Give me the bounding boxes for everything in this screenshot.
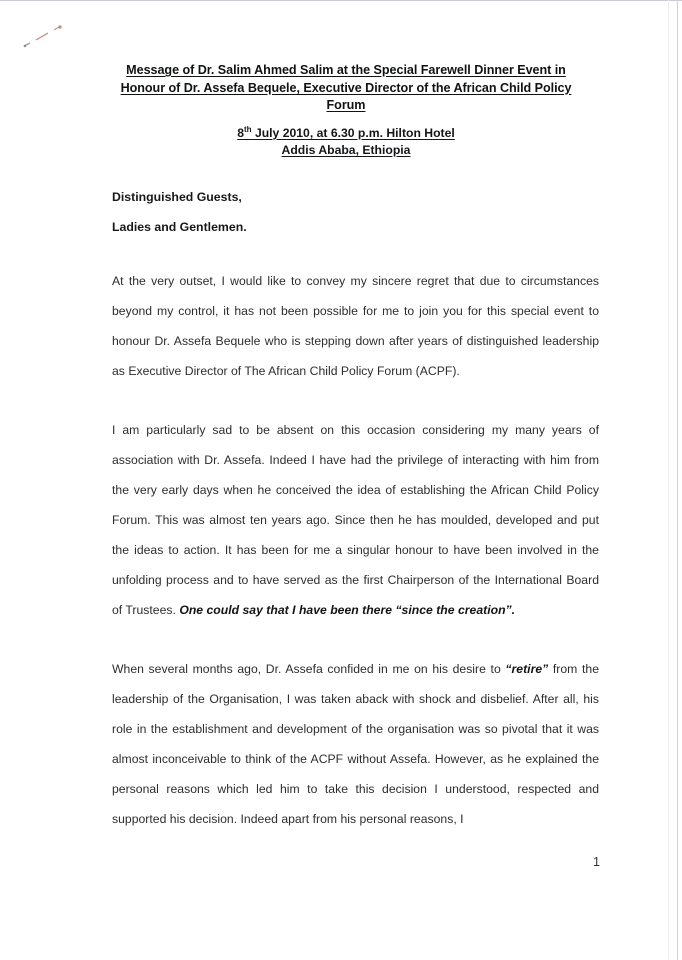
page-right-edge-rule bbox=[677, 0, 678, 960]
paragraph-2-run-2: One could say that I have been there “since the creation”. bbox=[179, 603, 516, 617]
salutation-block bbox=[112, 182, 599, 242]
event-location-line bbox=[96, 142, 596, 159]
salutation-line-guests: Distinguished Guests, bbox=[112, 190, 242, 204]
paragraph-3-run-3: from the leadership of the Organisation, I was taken aback with shock and disbelief. After all, his role in the establishment and development of the organisation was so pivotal that it was almost inconceivable to think of the ACPF without Assefa. However, as he explained the personal reasons which led him to take this decision I understood, respected and supported his decision. Indeed apart from his personal reasons, I bbox=[112, 662, 599, 826]
event-date-day: 8 bbox=[237, 126, 244, 140]
paragraph-3-run-2: “retire” bbox=[505, 662, 549, 676]
paragraph-1 bbox=[112, 266, 599, 386]
paragraph-3 bbox=[112, 654, 599, 834]
page-top-edge-rule bbox=[0, 0, 682, 1]
event-date-line bbox=[96, 125, 596, 142]
scan-artifact-mark bbox=[18, 22, 76, 52]
paragraph-2 bbox=[112, 415, 599, 625]
page-number: 1 bbox=[593, 855, 600, 869]
paragraph-2-run-1: I am particularly sad to be absent on this occasion considering my many years of association with Dr. Assefa. Indeed I have had the privilege of interacting with him from the very early days when he conceived the idea of establishing the African Child Policy Forum. This was almost ten years ago. Since then he has moulded, developed and put the ideas to action. It has been for me a singular honour to have been involved in the unfolding process and to have served as the first Chairperson of the International Board of Trustees. bbox=[112, 423, 599, 617]
page-right-soft-edge bbox=[668, 0, 669, 960]
document-title-line-3: Forum bbox=[326, 98, 366, 112]
paragraph-1-run-1: At the very outset, I would like to convey my sincere regret that due to circumstances beyond my control, it has not been possible for me to join you for this special event to honour Dr. Assefa Bequele who is stepping down after years of distinguished leadership as Executive Director of The African Child Policy Forum (ACPF). bbox=[112, 274, 599, 378]
document-body bbox=[112, 266, 599, 834]
paragraph-3-run-1: When several months ago, Dr. Assefa confided in me on his desire to bbox=[112, 662, 506, 676]
event-date-ordinal: th bbox=[244, 124, 252, 134]
venue-date-block bbox=[96, 125, 596, 158]
document-title-line-1: Message of Dr. Salim Ahmed Salim at the Special Farewell Dinner Event in bbox=[126, 63, 566, 77]
document-title-block bbox=[96, 62, 596, 115]
document-title bbox=[96, 62, 596, 115]
event-location: Addis Ababa, Ethiopia bbox=[281, 142, 411, 157]
document-title-line-2: Honour of Dr. Assefa Bequele, Executive Director of the African Child Policy bbox=[120, 80, 572, 95]
salutation-line-ladies-gentlemen: Ladies and Gentlemen. bbox=[112, 220, 247, 234]
event-date-rest: July 2010, at 6.30 p.m. Hilton Hotel bbox=[251, 126, 455, 140]
